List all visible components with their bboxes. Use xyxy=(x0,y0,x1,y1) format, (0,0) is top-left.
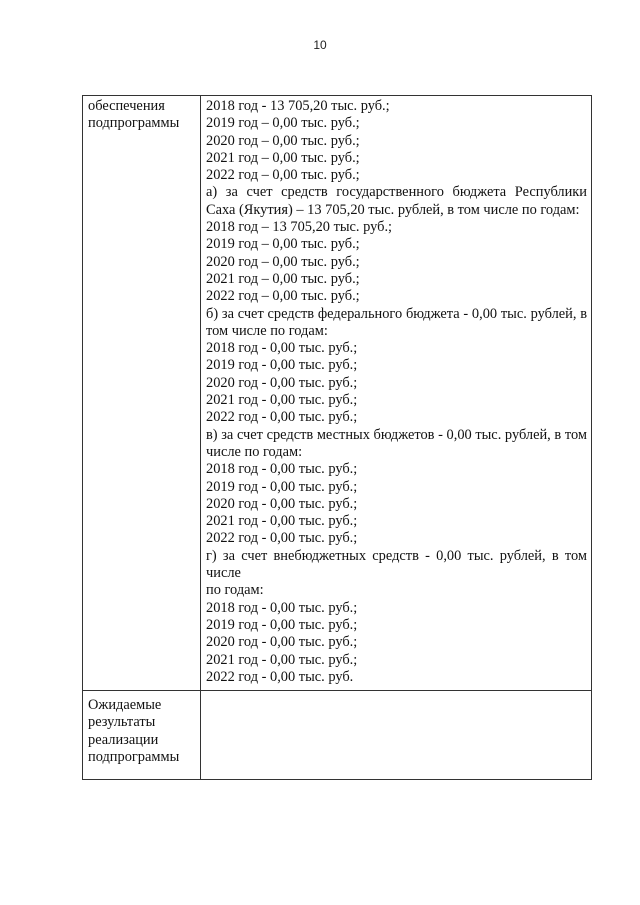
total-year-2022: 2022 год – 0,00 тыс. руб.; xyxy=(206,167,360,184)
section-v-year-2019: 2019 год - 0,00 тыс. руб.; xyxy=(206,478,358,495)
section-v-year-2018: 2018 год - 0,00 тыс. руб.; xyxy=(206,461,358,478)
section-a-year-2020: 2020 год – 0,00 тыс. руб.; xyxy=(206,253,360,270)
section-g-intro-cont: по годам: xyxy=(206,582,264,599)
expected-results-value-cell xyxy=(201,691,592,780)
expected-results-label: Ожидаемые результаты реализации подпрограммы xyxy=(88,697,180,765)
section-v-year-2021: 2021 год - 0,00 тыс. руб.; xyxy=(206,513,358,530)
section-a-intro: а) за счет средств государственного бюджета Республики Саха (Якутия) – 13 705,20 тыс. рублей, в том числе по годам: xyxy=(206,184,587,218)
section-g-year-2019: 2019 год - 0,00 тыс. руб.; xyxy=(206,616,358,633)
funding-label: обеспечения подпрограммы xyxy=(88,98,180,132)
section-v-intro: в) за счет средств местных бюджетов - 0,00 тыс. рублей, в том числе по годам: xyxy=(206,426,587,460)
section-b-year-2018: 2018 год - 0,00 тыс. руб.; xyxy=(206,340,358,357)
section-a-year-2018: 2018 год – 13 705,20 тыс. руб.; xyxy=(206,219,393,236)
table-row-funding xyxy=(83,96,592,691)
section-g-intro: г) за счет внебюджетных средств - 0,00 тыс. рублей, в том числе xyxy=(206,547,587,582)
section-g-year-2022: 2022 год - 0,00 тыс. руб. xyxy=(206,668,354,685)
section-g-year-2021: 2021 год - 0,00 тыс. руб.; xyxy=(206,651,358,668)
section-b-year-2020: 2020 год - 0,00 тыс. руб.; xyxy=(206,374,358,391)
section-v-year-2022: 2022 год - 0,00 тыс. руб.; xyxy=(206,530,358,547)
table-row-expected-results xyxy=(83,691,592,780)
section-g-year-2020: 2020 год - 0,00 тыс. руб.; xyxy=(206,634,358,651)
section-b-year-2019: 2019 год - 0,00 тыс. руб.; xyxy=(206,357,358,374)
passport-table xyxy=(82,95,592,780)
section-a-year-2022: 2022 год – 0,00 тыс. руб.; xyxy=(206,288,360,305)
total-year-2021: 2021 год – 0,00 тыс. руб.; xyxy=(206,149,360,166)
section-v-year-2020: 2020 год - 0,00 тыс. руб.; xyxy=(206,495,358,512)
section-a-year-2019: 2019 год – 0,00 тыс. руб.; xyxy=(206,236,360,253)
section-g-year-2018: 2018 год - 0,00 тыс. руб.; xyxy=(206,599,358,616)
funding-label-cell xyxy=(83,96,201,691)
section-b-year-2022: 2022 год - 0,00 тыс. руб.; xyxy=(206,409,358,426)
total-year-2018: 2018 год - 13 705,20 тыс. руб.; xyxy=(206,98,390,114)
page-number: 10 xyxy=(313,38,327,52)
expected-results-label-cell xyxy=(83,691,201,780)
section-b-year-2021: 2021 год - 0,00 тыс. руб.; xyxy=(206,392,358,409)
section-b-intro: б) за счет средств федерального бюджета - 0,00 тыс. рублей, в том числе по годам: xyxy=(206,305,587,339)
total-year-2019: 2019 год – 0,00 тыс. руб.; xyxy=(206,115,360,132)
section-a-year-2021: 2021 год – 0,00 тыс. руб.; xyxy=(206,270,360,287)
total-year-2020: 2020 год – 0,00 тыс. руб.; xyxy=(206,132,360,149)
funding-value-cell xyxy=(201,96,592,691)
